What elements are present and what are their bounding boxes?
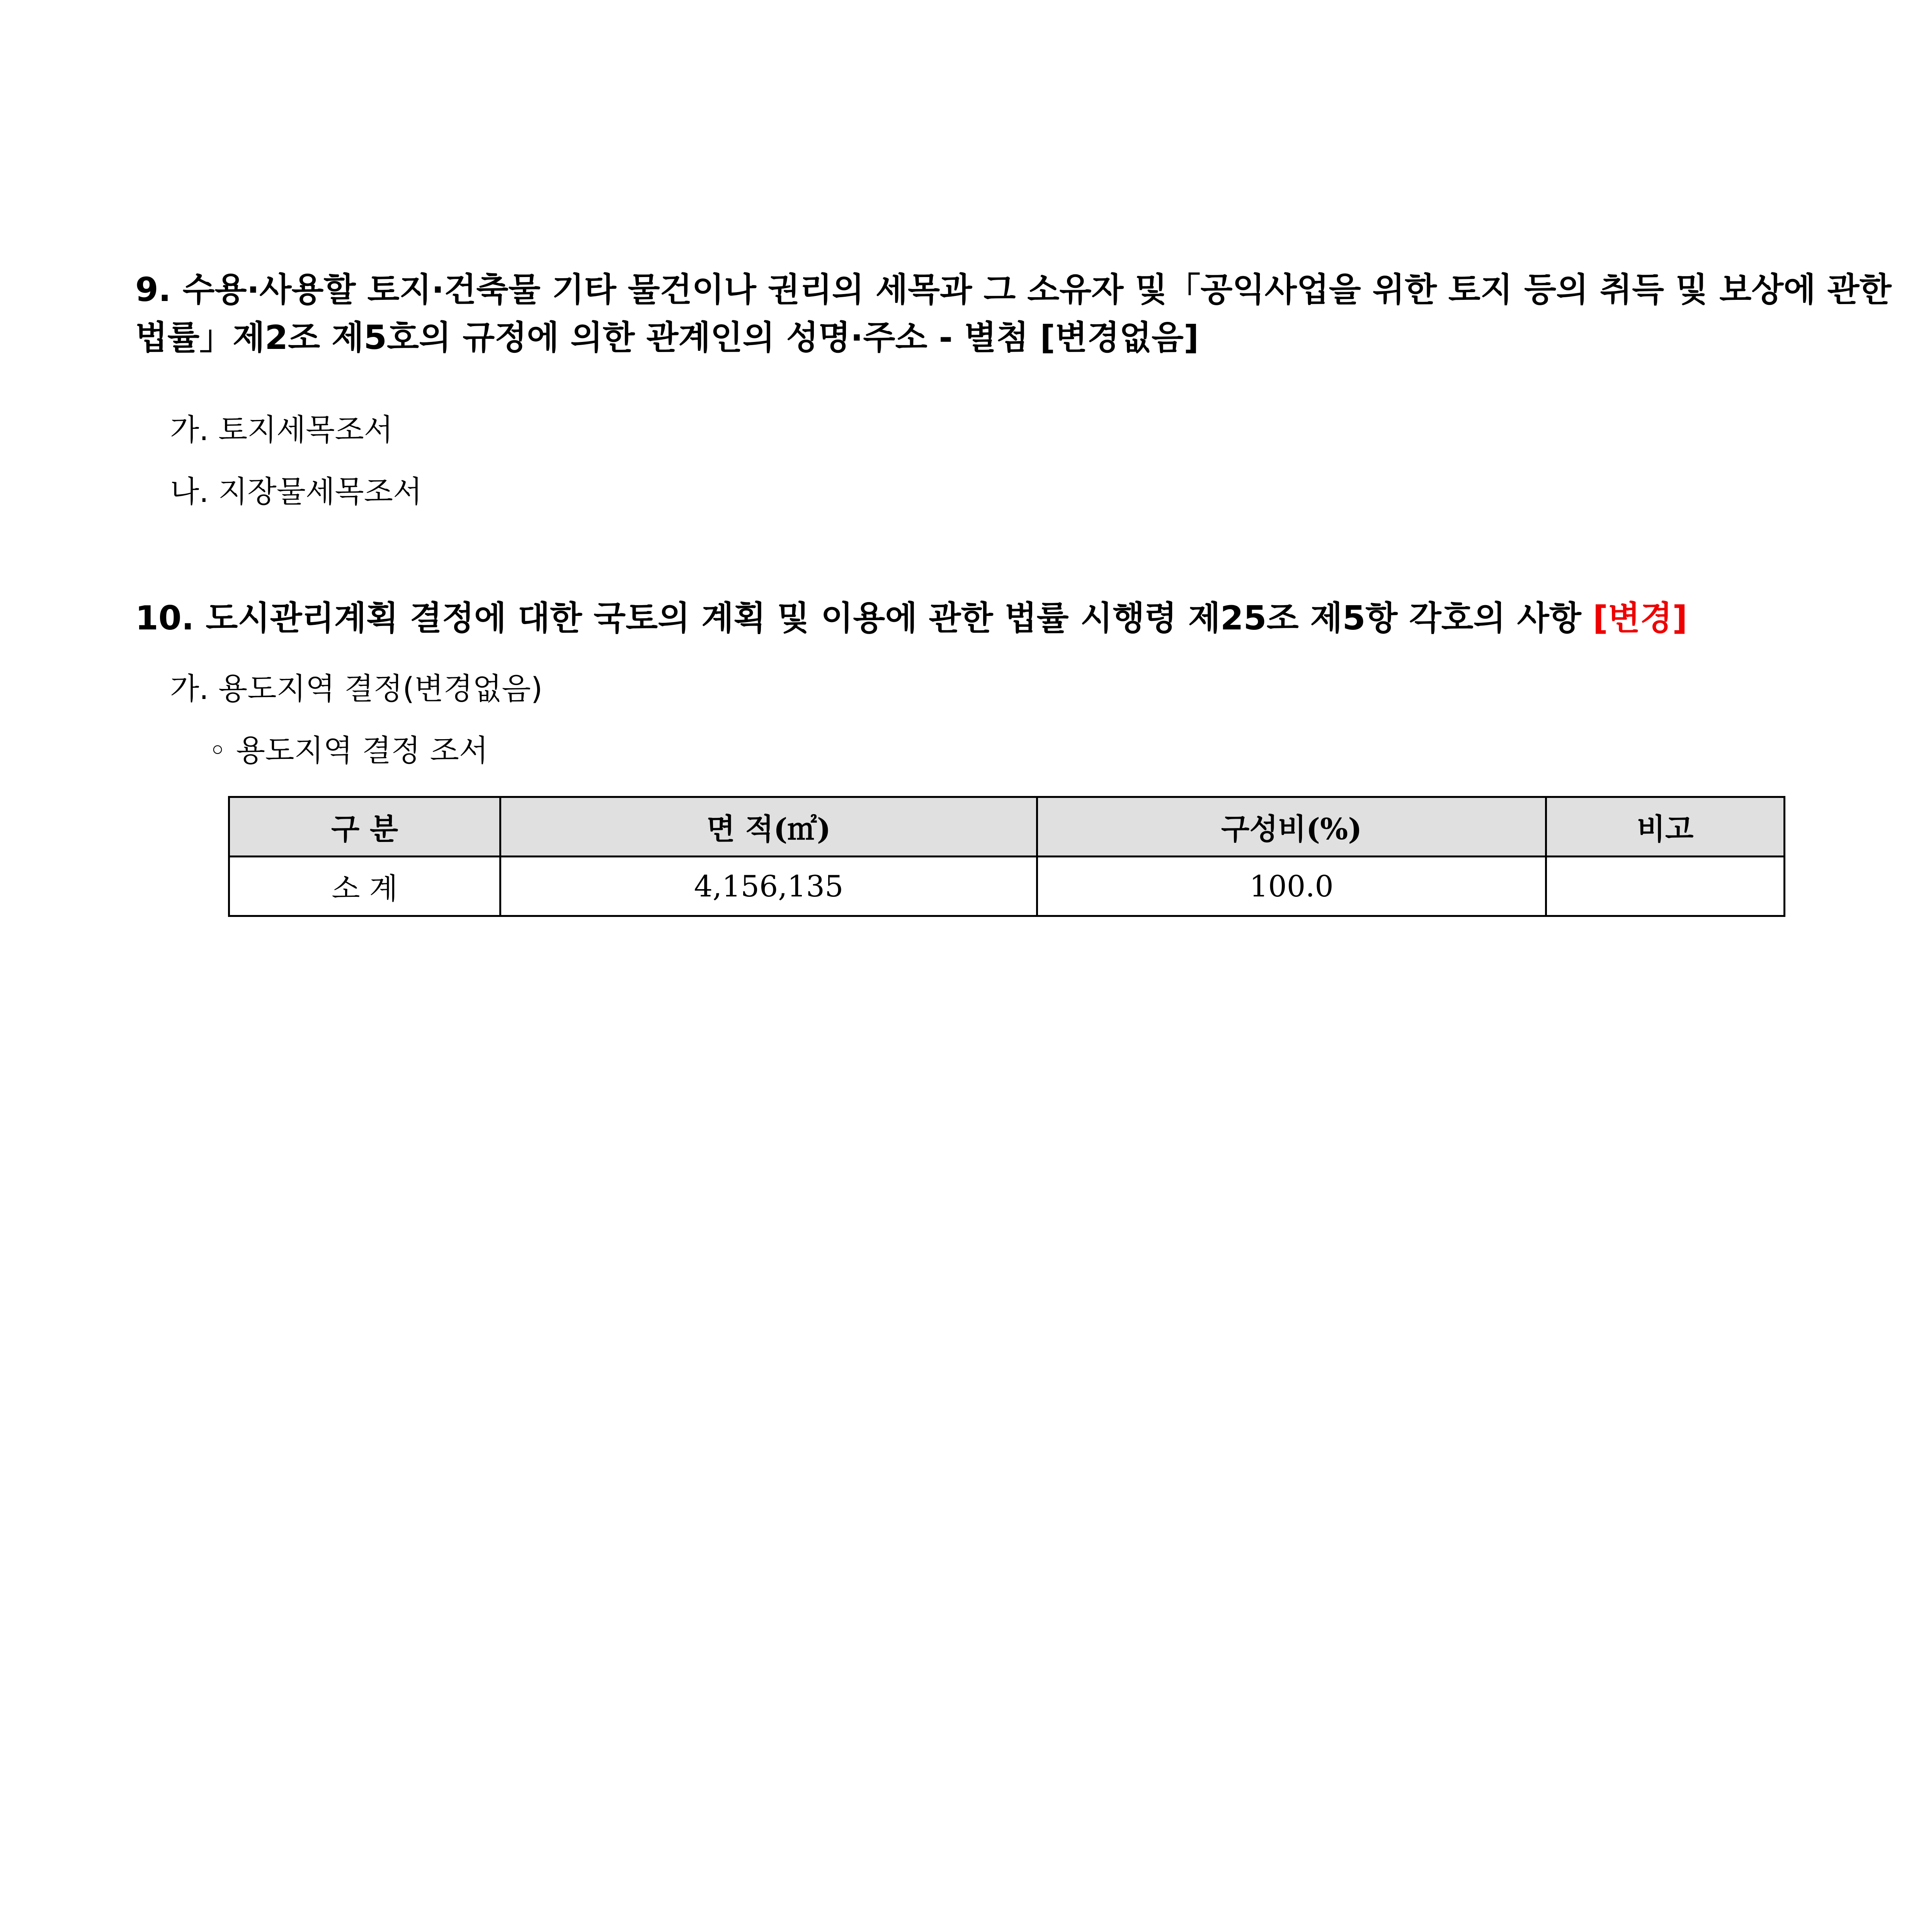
- item-zoning: 가. 용도지역 결정(변경없음): [170, 672, 543, 706]
- item-land: 가. 토지세목조서: [170, 413, 393, 447]
- section-10-title: 10. 도시관리계획 결정에 대한 국토의 계획 및 이용에 관한 법률 시행령 제25조 제5항 각호의 사항 [변경]: [135, 599, 1688, 638]
- table-row: 소 계 4,156,135 100.0: [229, 857, 1785, 916]
- zoning-sub: ◦ 용도지역 결정 조서: [209, 733, 488, 768]
- zoning-table: 구 분 면 적(㎡) 구성비(%) 비고 소 계 4,156,135 100.0: [228, 796, 1785, 917]
- item-obstacles: 나. 지장물세목조서: [170, 474, 422, 509]
- section-9-title: 9. 수용·사용할 토지·건축물 기타 물건이나 권리의 세목과 그 소유자 및「공익사업을 위한 토지 등의 취득 및 보상에 관한 법률」제2조 제5호의 규정에 의한 관계인의 성명·주소 - 별첨 [변경없음]: [135, 270, 1892, 357]
